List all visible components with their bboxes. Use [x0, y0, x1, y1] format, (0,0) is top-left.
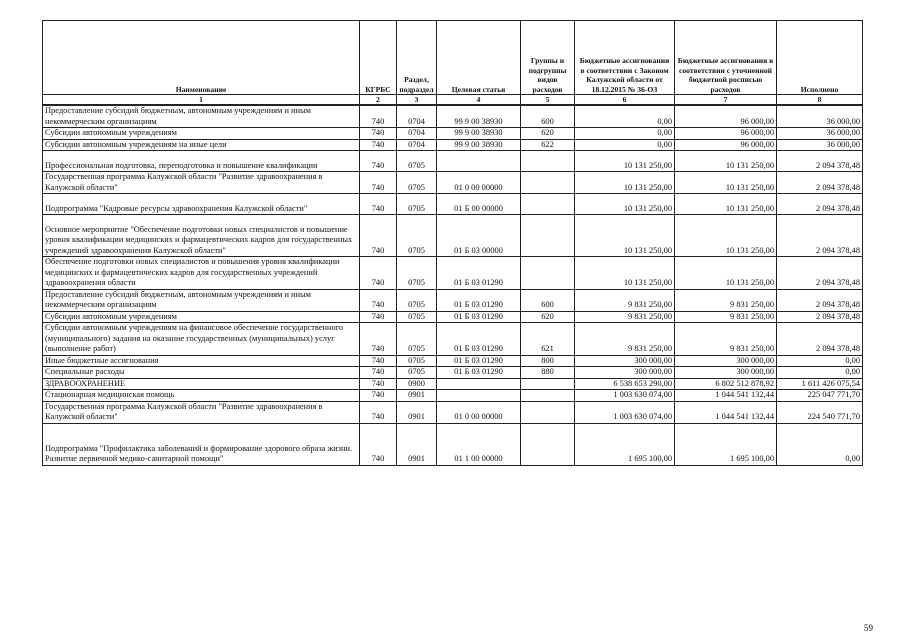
row-assign-refined: 1 695 100,00 — [675, 423, 777, 465]
col-header-kgrbs: КГРБС — [360, 21, 397, 95]
row-assign-refined: 10 131 250,00 — [675, 172, 777, 194]
row-razdel: 0901 — [397, 401, 437, 423]
row-assign-law: 300 000,00 — [575, 367, 675, 379]
row-kgrbs: 740 — [360, 390, 397, 402]
row-expense-group: 620 — [521, 311, 575, 323]
row-target-article: 99 9 00 38930 — [437, 139, 521, 151]
column-number: 8 — [777, 95, 863, 106]
row-assign-refined: 96 000,00 — [675, 105, 777, 128]
row-executed: 2 094 378,48 — [777, 311, 863, 323]
row-name: Подпрограмма "Кадровые ресурсы здравоохранения Калужской области" — [43, 194, 360, 215]
row-executed: 2 094 378,48 — [777, 151, 863, 172]
row-kgrbs: 740 — [360, 194, 397, 215]
row-target-article: 01 0 00 00000 — [437, 172, 521, 194]
row-target-article: 01 Б 00 00000 — [437, 194, 521, 215]
row-kgrbs: 740 — [360, 311, 397, 323]
row-target-article: 01 Б 03 01290 — [437, 367, 521, 379]
row-razdel: 0705 — [397, 323, 437, 356]
row-target-article: 01 Б 03 01290 — [437, 289, 521, 311]
row-name: Предоставление субсидий бюджетным, автономным учреждениям и иным некоммерческим организациям — [43, 105, 360, 128]
row-target-article: 01 Б 03 01290 — [437, 355, 521, 367]
row-executed: 1 611 426 075,54 — [777, 378, 863, 390]
row-name: Предоставление субсидий бюджетным, автономным учреждениям и иным некоммерческим организациям — [43, 289, 360, 311]
row-razdel: 0705 — [397, 194, 437, 215]
row-assign-law: 10 131 250,00 — [575, 172, 675, 194]
row-name: ЗДРАВООХРАНЕНИЕ — [43, 378, 360, 390]
row-expense-group — [521, 378, 575, 390]
row-assign-law: 1 003 630 074,00 — [575, 390, 675, 402]
column-number: 2 — [360, 95, 397, 106]
row-assign-law: 10 131 250,00 — [575, 257, 675, 290]
row-name: Обеспечение подготовки новых специалистов и повышения уровня квалификации медицинских и фармацевтических кадров для государственных учреждений здравоохранения области — [43, 257, 360, 290]
table-row — [43, 151, 863, 172]
row-name: Субсидии автономным учреждениям — [43, 311, 360, 323]
row-assign-law: 6 538 653 290,00 — [575, 378, 675, 390]
row-kgrbs: 740 — [360, 423, 397, 465]
row-target-article: 01 Б 03 00000 — [437, 215, 521, 257]
row-target-article — [437, 151, 521, 172]
row-name: Профессиональная подготовка, переподготовка и повышение квалификации — [43, 151, 360, 172]
row-assign-refined: 96 000,00 — [675, 139, 777, 151]
table-row — [43, 390, 863, 402]
row-name: Специальные расходы — [43, 367, 360, 379]
row-executed: 2 094 378,48 — [777, 323, 863, 356]
row-expense-group: 600 — [521, 105, 575, 128]
row-target-article — [437, 378, 521, 390]
row-name: Субсидии автономным учреждениям на иные цели — [43, 139, 360, 151]
row-assign-refined: 9 831 250,00 — [675, 323, 777, 356]
row-razdel: 0705 — [397, 215, 437, 257]
row-target-article: 99 9 00 38930 — [437, 105, 521, 128]
row-name: Основное мероприятие "Обеспечение подготовки новых специалистов и повышение уровня квалификации медицинских и фармацевтических кадров для государственных учреждений здравоохранения Калужской области" — [43, 215, 360, 257]
table-row — [43, 289, 863, 311]
table-row — [43, 194, 863, 215]
table-row — [43, 105, 863, 128]
row-kgrbs: 740 — [360, 128, 397, 140]
row-assign-law: 1 695 100,00 — [575, 423, 675, 465]
page-number: 59 — [864, 623, 873, 633]
column-number: 3 — [397, 95, 437, 106]
row-target-article: 01 Б 03 01290 — [437, 323, 521, 356]
row-kgrbs: 740 — [360, 401, 397, 423]
row-kgrbs: 740 — [360, 323, 397, 356]
row-assign-refined: 300 000,00 — [675, 355, 777, 367]
row-kgrbs: 740 — [360, 105, 397, 128]
row-executed: 2 094 378,48 — [777, 257, 863, 290]
row-assign-law: 0,00 — [575, 139, 675, 151]
table-row — [43, 401, 863, 423]
row-target-article: 01 1 00 00000 — [437, 423, 521, 465]
table-row — [43, 323, 863, 356]
row-assign-refined: 1 044 541 132,44 — [675, 401, 777, 423]
row-assign-law: 1 003 630 074,00 — [575, 401, 675, 423]
row-assign-law: 10 131 250,00 — [575, 151, 675, 172]
row-expense-group — [521, 215, 575, 257]
row-razdel: 0705 — [397, 289, 437, 311]
row-razdel: 0704 — [397, 139, 437, 151]
row-assign-refined: 1 044 541 132,44 — [675, 390, 777, 402]
row-executed: 36 000,00 — [777, 128, 863, 140]
row-expense-group: 620 — [521, 128, 575, 140]
row-assign-refined: 10 131 250,00 — [675, 194, 777, 215]
row-target-article: 99 9 00 38930 — [437, 128, 521, 140]
row-executed: 36 000,00 — [777, 139, 863, 151]
col-header-groups: Группы и подгруппы видов расходов — [521, 21, 575, 95]
row-assign-law: 9 831 250,00 — [575, 323, 675, 356]
table-row — [43, 257, 863, 290]
row-expense-group: 622 — [521, 139, 575, 151]
row-assign-refined: 9 831 250,00 — [675, 311, 777, 323]
budget-table — [42, 20, 863, 466]
row-assign-law: 300 000,00 — [575, 355, 675, 367]
row-target-article: 01 Б 03 01290 — [437, 311, 521, 323]
row-executed: 2 094 378,48 — [777, 172, 863, 194]
row-assign-refined: 10 131 250,00 — [675, 151, 777, 172]
row-razdel: 0705 — [397, 257, 437, 290]
row-kgrbs: 740 — [360, 367, 397, 379]
row-target-article: 01 Б 03 01290 — [437, 257, 521, 290]
table-row — [43, 378, 863, 390]
row-executed: 0,00 — [777, 367, 863, 379]
row-name: Субсидии автономным учреждениям на финансовое обеспечение государственного (муниципального) задания на оказание государственных (муниципальных) услуг (выполнение работ) — [43, 323, 360, 356]
row-expense-group — [521, 390, 575, 402]
row-assign-refined: 10 131 250,00 — [675, 257, 777, 290]
row-executed: 224 540 771,70 — [777, 401, 863, 423]
row-expense-group — [521, 257, 575, 290]
col-header-target: Целевая статья — [437, 21, 521, 95]
row-kgrbs: 740 — [360, 289, 397, 311]
row-kgrbs: 740 — [360, 215, 397, 257]
row-executed: 0,00 — [777, 355, 863, 367]
row-executed: 225 047 771,70 — [777, 390, 863, 402]
table-row — [43, 355, 863, 367]
row-razdel: 0705 — [397, 355, 437, 367]
col-header-razdel: Раздел, подраздел — [397, 21, 437, 95]
header-row — [43, 21, 863, 95]
row-assign-law: 10 131 250,00 — [575, 215, 675, 257]
row-assign-refined: 10 131 250,00 — [675, 215, 777, 257]
col-header-name: Наименование — [43, 21, 360, 95]
column-number: 6 — [575, 95, 675, 106]
row-expense-group — [521, 423, 575, 465]
table-row — [43, 311, 863, 323]
row-expense-group: 880 — [521, 367, 575, 379]
row-target-article — [437, 390, 521, 402]
table-row — [43, 423, 863, 465]
row-razdel: 0901 — [397, 423, 437, 465]
col-header-executed: Исполнено — [777, 21, 863, 95]
row-name: Государственная программа Калужской области "Развитие здравоохранения в Калужской области" — [43, 172, 360, 194]
row-expense-group — [521, 172, 575, 194]
row-razdel: 0705 — [397, 151, 437, 172]
row-razdel: 0705 — [397, 367, 437, 379]
row-executed: 36 000,00 — [777, 105, 863, 128]
row-assign-refined: 300 000,00 — [675, 367, 777, 379]
row-executed: 0,00 — [777, 423, 863, 465]
row-assign-law: 9 831 250,00 — [575, 311, 675, 323]
row-expense-group — [521, 194, 575, 215]
row-kgrbs: 740 — [360, 378, 397, 390]
row-expense-group: 621 — [521, 323, 575, 356]
col-header-assign-law: Бюджетные ассигнования в соответствии с Законом Калужской области от 18.12.2015 № 36-ОЗ — [575, 21, 675, 95]
table-row — [43, 172, 863, 194]
row-expense-group — [521, 401, 575, 423]
row-name: Субсидии автономным учреждениям — [43, 128, 360, 140]
column-number: 5 — [521, 95, 575, 106]
row-assign-law: 9 831 250,00 — [575, 289, 675, 311]
table-row — [43, 367, 863, 379]
row-name: Иные бюджетные ассигнования — [43, 355, 360, 367]
row-assign-refined: 6 802 512 878,92 — [675, 378, 777, 390]
column-number: 4 — [437, 95, 521, 106]
row-assign-law: 10 131 250,00 — [575, 194, 675, 215]
row-kgrbs: 740 — [360, 151, 397, 172]
row-kgrbs: 740 — [360, 139, 397, 151]
row-name: Стационарная медицинская помощь — [43, 390, 360, 402]
column-number: 7 — [675, 95, 777, 106]
row-assign-refined: 96 000,00 — [675, 128, 777, 140]
row-assign-law: 0,00 — [575, 128, 675, 140]
row-target-article: 01 0 00 00000 — [437, 401, 521, 423]
row-executed: 2 094 378,48 — [777, 194, 863, 215]
row-razdel: 0704 — [397, 128, 437, 140]
row-name: Государственная программа Калужской области "Развитие здравоохранения в Калужской области" — [43, 401, 360, 423]
row-executed: 2 094 378,48 — [777, 215, 863, 257]
table-body — [43, 105, 863, 465]
row-name: Подпрограмма "Профилактика заболеваний и формирование здорового образа жизни. Развитие первичной медико-санитарной помощи" — [43, 423, 360, 465]
column-number: 1 — [43, 95, 360, 106]
row-razdel: 0900 — [397, 378, 437, 390]
table-row — [43, 128, 863, 140]
row-assign-law: 0,00 — [575, 105, 675, 128]
row-kgrbs: 740 — [360, 355, 397, 367]
table-row — [43, 215, 863, 257]
table-row — [43, 139, 863, 151]
row-assign-refined: 9 831 250,00 — [675, 289, 777, 311]
column-number-row — [43, 95, 863, 106]
row-razdel: 0704 — [397, 105, 437, 128]
row-razdel: 0705 — [397, 311, 437, 323]
row-expense-group — [521, 151, 575, 172]
row-expense-group: 800 — [521, 355, 575, 367]
col-header-assign-refined: Бюджетные ассигнования в соответствии с уточненной бюджетной росписью расходов — [675, 21, 777, 95]
row-kgrbs: 740 — [360, 257, 397, 290]
row-kgrbs: 740 — [360, 172, 397, 194]
row-expense-group: 600 — [521, 289, 575, 311]
row-razdel: 0705 — [397, 172, 437, 194]
row-executed: 2 094 378,48 — [777, 289, 863, 311]
row-razdel: 0901 — [397, 390, 437, 402]
